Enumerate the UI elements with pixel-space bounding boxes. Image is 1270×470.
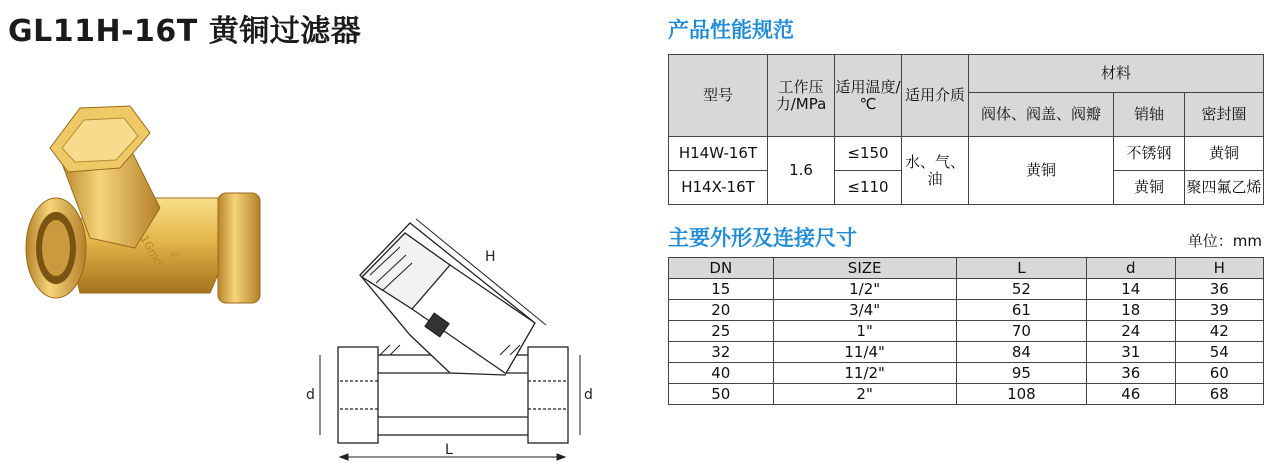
dim-cell: 20: [669, 300, 774, 321]
dim-cell: 11/2": [773, 363, 956, 384]
table-row: [669, 300, 1264, 321]
spec-temperature-1: ≤150: [835, 137, 902, 171]
table-row: [669, 384, 1264, 405]
dim-cell: 84: [956, 342, 1086, 363]
dim-cell: 1/2": [773, 279, 956, 300]
dim-cell: 14: [1087, 279, 1175, 300]
dim-cell: 54: [1175, 342, 1263, 363]
header-seal: 密封圈: [1185, 93, 1264, 137]
dim-cell: 61: [956, 300, 1086, 321]
dimensions-table: [668, 257, 1264, 405]
spec-seal-1: 黄铜: [1185, 137, 1264, 171]
dim-cell: 25: [669, 321, 774, 342]
table-row: [669, 321, 1264, 342]
dim-cell: 24: [1087, 321, 1175, 342]
dim-header-l: L: [956, 258, 1086, 279]
dim-cell: 42: [1175, 321, 1263, 342]
dim-cell: 95: [956, 363, 1086, 384]
dim-cell: 50: [669, 384, 774, 405]
header-body: 阀体、阀盖、阀瓣: [969, 93, 1114, 137]
spec-heading: 产品性能规范: [668, 18, 794, 42]
header-pin: 销轴: [1114, 93, 1185, 137]
dim-cell: 2": [773, 384, 956, 405]
header-temperature: 适用温度/℃: [835, 55, 902, 137]
svg-text:⇦: ⇦: [170, 248, 180, 261]
dim-cell: 36: [1087, 363, 1175, 384]
dimension-h-label: H: [485, 249, 496, 265]
spec-model-2: H14X-16T: [669, 171, 768, 205]
dim-cell: 60: [1175, 363, 1263, 384]
header-material: 材料: [969, 55, 1264, 93]
dim-cell: 11/4": [773, 342, 956, 363]
dim-header-dn: DN: [669, 258, 774, 279]
table-row: [669, 363, 1264, 384]
product-photo: [20, 88, 270, 320]
unit-label: 单位：mm: [1187, 232, 1262, 250]
dim-cell: 36: [1175, 279, 1263, 300]
spec-medium: 水、气、油: [902, 137, 969, 205]
dim-cell: 46: [1087, 384, 1175, 405]
dim-cell: 1": [773, 321, 956, 342]
header-pressure: 工作压力/MPa: [768, 55, 835, 137]
spec-body-material: 黄铜: [969, 137, 1114, 205]
dim-cell: 3/4": [773, 300, 956, 321]
dim-cell: 40: [669, 363, 774, 384]
dimension-d-label-left: d: [306, 387, 315, 403]
spec-pin-2: 黄铜: [1114, 171, 1185, 205]
svg-text:1Gmd: 1Gmd: [137, 233, 166, 269]
dim-cell: 31: [1087, 342, 1175, 363]
dim-cell: 70: [956, 321, 1086, 342]
page-title: GL11H-16T 黄铜过滤器: [8, 14, 362, 49]
header-model: 型号: [669, 55, 768, 137]
dim-header-size: SIZE: [773, 258, 956, 279]
dim-cell: 32: [669, 342, 774, 363]
spec-table: [668, 54, 1264, 205]
dimension-l-label: L: [445, 442, 453, 458]
spec-seal-2: 聚四氟乙烯: [1185, 171, 1264, 205]
dim-cell: 39: [1175, 300, 1263, 321]
dim-header-d: d: [1087, 258, 1175, 279]
dim-cell: 18: [1087, 300, 1175, 321]
dimensions-heading: 主要外形及连接尺寸: [668, 226, 857, 250]
dim-cell: 68: [1175, 384, 1263, 405]
table-row: [669, 279, 1264, 300]
dim-cell: 52: [956, 279, 1086, 300]
dimension-d-label-right: d: [584, 387, 593, 403]
dim-header-h: H: [1175, 258, 1263, 279]
spec-model-1: H14W-16T: [669, 137, 768, 171]
dim-cell: 108: [956, 384, 1086, 405]
spec-temperature-2: ≤110: [835, 171, 902, 205]
technical-drawing: [300, 205, 600, 467]
header-medium: 适用介质: [902, 55, 969, 137]
spec-pin-1: 不锈钢: [1114, 137, 1185, 171]
dim-cell: 15: [669, 279, 774, 300]
table-row: [669, 342, 1264, 363]
spec-pressure: 1.6: [768, 137, 835, 205]
